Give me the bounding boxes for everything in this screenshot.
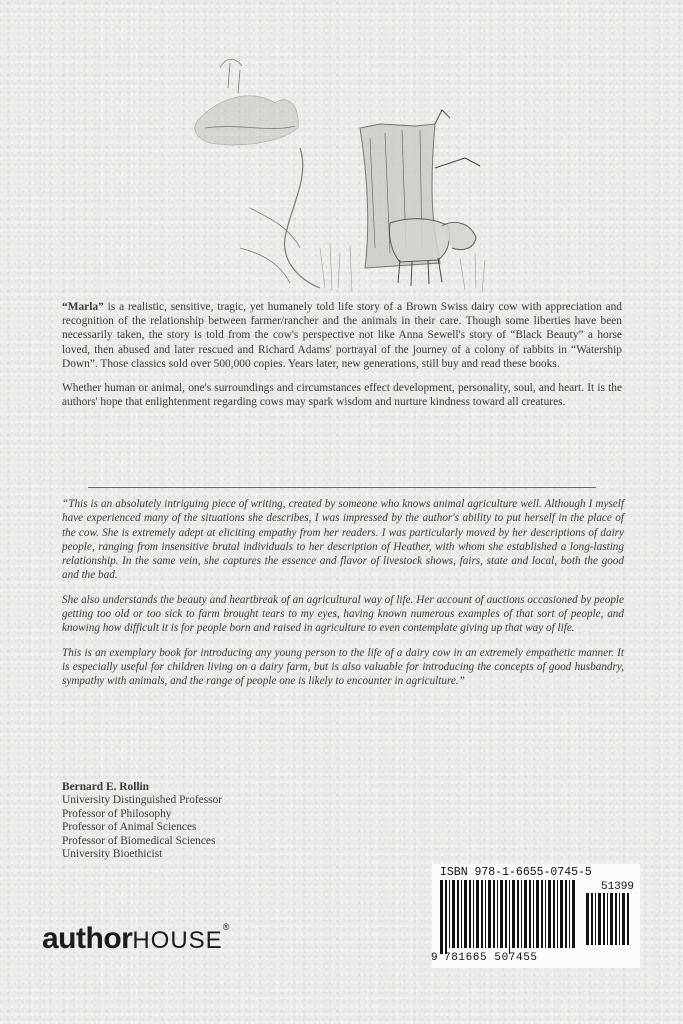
barcode-bar	[505, 880, 507, 948]
barcode-bar	[557, 880, 558, 948]
endorser-title: Professor of Philosophy	[62, 807, 172, 820]
barcode-bar	[476, 880, 479, 948]
barcode-bar	[591, 893, 593, 945]
barcode-bar	[565, 880, 567, 948]
barcode-bar	[536, 880, 539, 948]
barcode-bar	[509, 880, 510, 954]
book-description	[62, 300, 622, 419]
barcode-bar	[521, 880, 522, 948]
barcode-bar	[517, 880, 519, 948]
barcode-bar	[461, 880, 462, 948]
barcode-bar	[481, 880, 483, 948]
price-code: 51399	[600, 881, 634, 893]
isbn-barcode: ISBN 978-1-6655-0745-5 51399 9 781665 507455	[432, 864, 640, 968]
barcode-bar	[553, 880, 555, 948]
review-paragraph-3: This is an exemplary book for introducing any young person to the life of a dairy cow in an extremely empathetic manner. It is especially useful for children living on a dairy farm, but is also valuable for introducing the concepts of good husbandry, sympathy with animals, and the range of people one is likely to encounter in agriculture.”	[62, 646, 624, 688]
review-paragraph-1: “This is an absolutely intriguing piece of writing, created by someone who knows animal agriculture well. Although I myself have experienced many of the situations she describes, I was impressed by the author's ability to put herself in the place of the cow. She is extremely adept at eliciting empathy from her readers. I was particularly moved by her descriptions of dairy people, ranging from insensitive brutal individuals to her description of Heather, with whom she established a long-lasting relationship. In the same vein, she captures the essence and flavor of livestock shows, fairs, state and local, both the good and the bad.	[62, 498, 624, 582]
barcode-bar	[615, 893, 617, 945]
barcode-bar	[452, 880, 455, 948]
barcode-bar	[598, 893, 601, 945]
barcode-bar	[445, 880, 447, 954]
description-paragraph-1: “Marla” is a realistic, sensitive, tragic, yet humanely told life story of a Brown Swiss dairy cow with appreciation and recognition of the relationship between farmer/rancher and the animals in their care. Though some liberties have been necessarily taken, the story is told from the cow's perspective not like Anna Sewell's story of “Black Beauty” a horse loved, then abused and later rescued and Richard Adams' portrayal of the journey of a colony of rabbits in “Watership Down”. Those classics sold over 500,000 copies. Years later, new generations, still buy and read these books.	[62, 301, 622, 370]
barcode-bar	[512, 880, 515, 948]
endorser-title: University Distinguished Professor	[62, 794, 223, 807]
barcode-bar	[560, 880, 563, 948]
endorsement-quote	[62, 497, 624, 699]
barcode-bar	[622, 893, 625, 945]
barcode-bar	[493, 880, 495, 948]
barcode-bar	[627, 893, 629, 945]
barcode-bar	[603, 893, 605, 945]
barcode-bar	[457, 880, 459, 948]
price-barcode-icon	[584, 893, 634, 951]
barcode-bar	[469, 880, 471, 948]
cow-and-calf-sketch	[180, 48, 500, 296]
description-paragraph-2: Whether human or animal, one's surroundings and circumstances effect development, personality, soul, and heart. It is the authors' hope that enlightenment regarding cows may spark wisdom and nurture kindness toward all creatures.	[62, 382, 622, 409]
endorser-attribution	[62, 781, 362, 861]
barcode-bar	[595, 893, 596, 945]
barcode-bar	[529, 880, 531, 948]
review-paragraph-2: She also understands the beauty and heartbreak of an agricultural way of life. Her account of auctions occasioned by people getting too old or too sick to farm brought tears to my eyes, having known numerous examples of that sort of people, and knowing how difficult it is for people born and raised in agriculture to even contemplate giving up that way of life.	[62, 593, 624, 635]
barcode-bar	[569, 880, 570, 948]
barcode-bar	[524, 880, 527, 948]
isbn-number: ISBN 978-1-6655-0745-5	[440, 866, 592, 879]
barcode-icon	[438, 880, 580, 954]
endorser-title: Professor of Biomedical Sciences	[62, 834, 216, 847]
barcode-bar	[610, 893, 613, 945]
book-title-inline: “Marla”	[62, 301, 104, 313]
endorser-title: Professor of Animal Sciences	[62, 821, 197, 834]
endorser-name: Bernard E. Rollin	[62, 781, 150, 793]
barcode-bar	[488, 880, 491, 948]
barcode-bar	[541, 880, 543, 948]
barcode-bar	[473, 880, 474, 948]
barcode-bar	[449, 880, 450, 948]
barcode-bar	[545, 880, 546, 948]
endorser-title: University Bioethicist	[62, 848, 163, 861]
barcode-bar	[586, 893, 589, 945]
barcode-bar	[485, 880, 486, 948]
barcode-bar	[533, 880, 534, 948]
barcode-bar	[607, 893, 608, 945]
barcode-bar	[572, 880, 575, 948]
barcode-bar	[440, 880, 443, 954]
barcode-bar	[548, 880, 551, 948]
barcode-bar	[500, 880, 503, 948]
barcode-bar	[619, 893, 620, 945]
barcode-bar	[497, 880, 498, 948]
publisher-logo: authorHOUSE®	[42, 922, 230, 955]
divider	[88, 487, 596, 488]
barcode-bar	[464, 880, 467, 948]
